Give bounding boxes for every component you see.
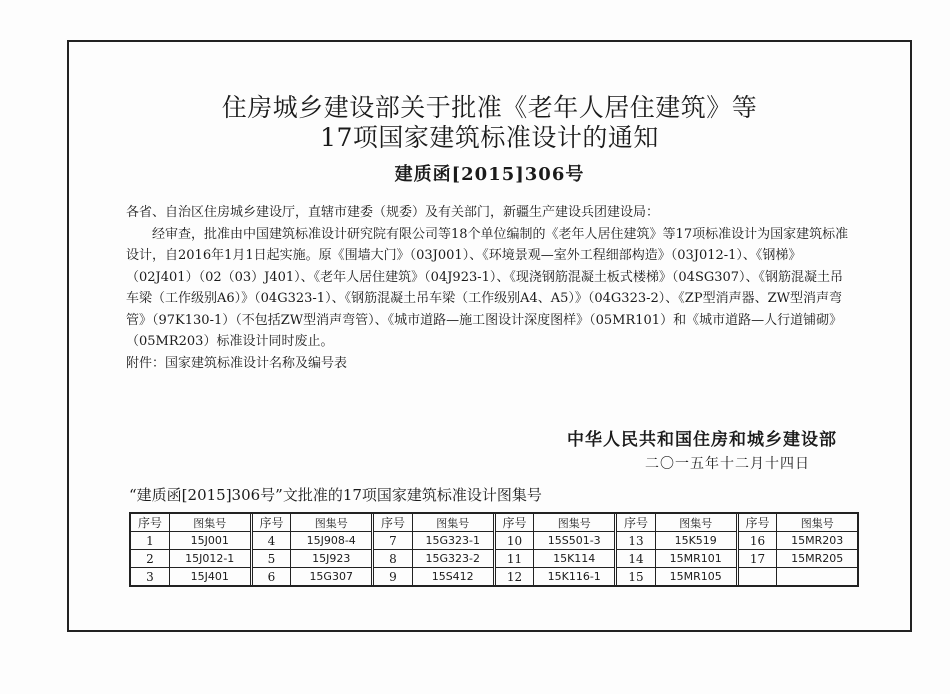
row-code: 15G323-1 (425, 534, 480, 547)
table-header-row (131, 514, 250, 531)
header-code: 图集号 (679, 516, 713, 530)
row-code: 15J923 (312, 552, 351, 565)
notice-title-line2: 17项国家建筑标准设计的通知 (320, 123, 659, 152)
row-code: 15J012-1 (185, 552, 235, 565)
row-num: 3 (131, 568, 170, 585)
document-frame (67, 40, 912, 632)
row-code: 15MR101 (669, 552, 722, 565)
row-num: 17 (739, 550, 778, 567)
row-num: 16 (739, 532, 778, 549)
table-row (739, 549, 858, 567)
row-num: 15 (617, 568, 656, 585)
table-group-1 (131, 514, 250, 585)
header-code: 图集号 (557, 516, 591, 530)
table-row (496, 531, 615, 549)
table-row (253, 531, 372, 549)
header-code: 图集号 (314, 516, 348, 530)
header-num: 序号 (374, 514, 413, 531)
row-num: 13 (617, 532, 656, 549)
document-number: 建质函[2015]306号 (394, 164, 585, 185)
row-num: 5 (253, 550, 292, 567)
row-num: 4 (253, 532, 292, 549)
header-num: 序号 (617, 514, 656, 531)
table-row (496, 549, 615, 567)
issue-date: 二〇一五年十二月十四日 (645, 456, 810, 472)
header-code: 图集号 (436, 516, 470, 530)
table-row (253, 567, 372, 585)
row-num: 6 (253, 568, 292, 585)
table-header-row (374, 514, 493, 531)
header-code: 图集号 (800, 516, 834, 530)
row-code: 15MR105 (669, 570, 722, 583)
table-row (131, 567, 250, 585)
row-num: 10 (496, 532, 535, 549)
table-group-3 (371, 514, 493, 585)
table-row (617, 549, 736, 567)
row-code (777, 568, 857, 585)
table-group-5 (614, 514, 736, 585)
row-code: 15S501-3 (547, 534, 601, 547)
table-row (131, 549, 250, 567)
header-num: 序号 (496, 514, 535, 531)
row-num (739, 568, 778, 585)
row-num: 2 (131, 550, 170, 567)
table-row (374, 531, 493, 549)
table-header-row (739, 514, 858, 531)
table-row (617, 567, 736, 585)
atlas-number-table (129, 512, 859, 587)
header-num: 序号 (131, 514, 170, 531)
header-code: 图集号 (193, 516, 227, 530)
notice-body (126, 202, 856, 374)
row-code: 15S412 (431, 570, 474, 583)
row-num: 11 (496, 550, 535, 567)
notice-title-line1: 住房城乡建设部关于批准《老年人居住建筑》等 (221, 93, 758, 122)
table-row (739, 567, 858, 585)
table-header-row (253, 514, 372, 531)
row-num: 1 (131, 532, 170, 549)
table-row (131, 531, 250, 549)
table-row (739, 531, 858, 549)
row-code: 15J908-4 (306, 534, 356, 547)
header-num: 序号 (739, 514, 778, 531)
row-code: 15MR203 (791, 534, 844, 547)
row-code: 15MR205 (791, 552, 844, 565)
header-num: 序号 (253, 514, 292, 531)
table-row (253, 549, 372, 567)
row-num: 14 (617, 550, 656, 567)
table-group-2 (250, 514, 372, 585)
row-num: 7 (374, 532, 413, 549)
body-paragraph: 经审查，批准由中国建筑标准设计研究院有限公司等18个单位编制的《老年人居住建筑》等17项标准设计为国家建筑标准设计，自2016年1月1日起实施。原《围墙大门》（03J001）、《环境景观—室外工程细部构造》（03J012-1）、《钢梯》（02J401）（02（03）J401）、《老年人居住建筑》（04J923-1）、《现浇钢筋混凝土板式楼梯》（04SG307）、《钢筋混凝土吊车梁（工作级别A6）》（04G323-1）、《钢筋混凝土吊车梁（工作级别A4、A5）》（04G323-2）、《ZP型消声器、ZW型消声弯管》（97K130-1）（不包括ZW型消声弯管）、《城市道路—施工图设计深度图样》（05MR101）和《城市道路—人行道铺砌》（05MR203）标准设计同时废止。 (126, 226, 849, 349)
row-code: 15G323-2 (425, 552, 480, 565)
table-row (374, 549, 493, 567)
table-header-row (496, 514, 615, 531)
row-code: 15G307 (309, 570, 353, 583)
table-row (374, 567, 493, 585)
salutation: 各省、自治区住房城乡建设厅，直辖市建委（规委）及有关部门，新疆生产建设兵团建设局： (126, 205, 660, 220)
table-row (617, 531, 736, 549)
row-code: 15J001 (190, 534, 229, 547)
row-code: 15K114 (553, 552, 596, 565)
table-group-4 (493, 514, 615, 585)
table-row (496, 567, 615, 585)
row-code: 15J401 (190, 570, 229, 583)
table-header-row (617, 514, 736, 531)
row-num: 9 (374, 568, 413, 585)
row-num: 8 (374, 550, 413, 567)
table-caption: “建质函[2015]306号”文批准的17项国家建筑标准设计图集号 (129, 486, 542, 504)
attachment-line: 附件：国家建筑标准设计名称及编号表 (126, 355, 348, 371)
table-group-6 (736, 514, 858, 585)
row-code: 15K519 (674, 534, 717, 547)
issuer: 中华人民共和国住房和城乡建设部 (567, 430, 837, 450)
row-code: 15K116-1 (547, 570, 601, 583)
row-num: 12 (496, 568, 535, 585)
